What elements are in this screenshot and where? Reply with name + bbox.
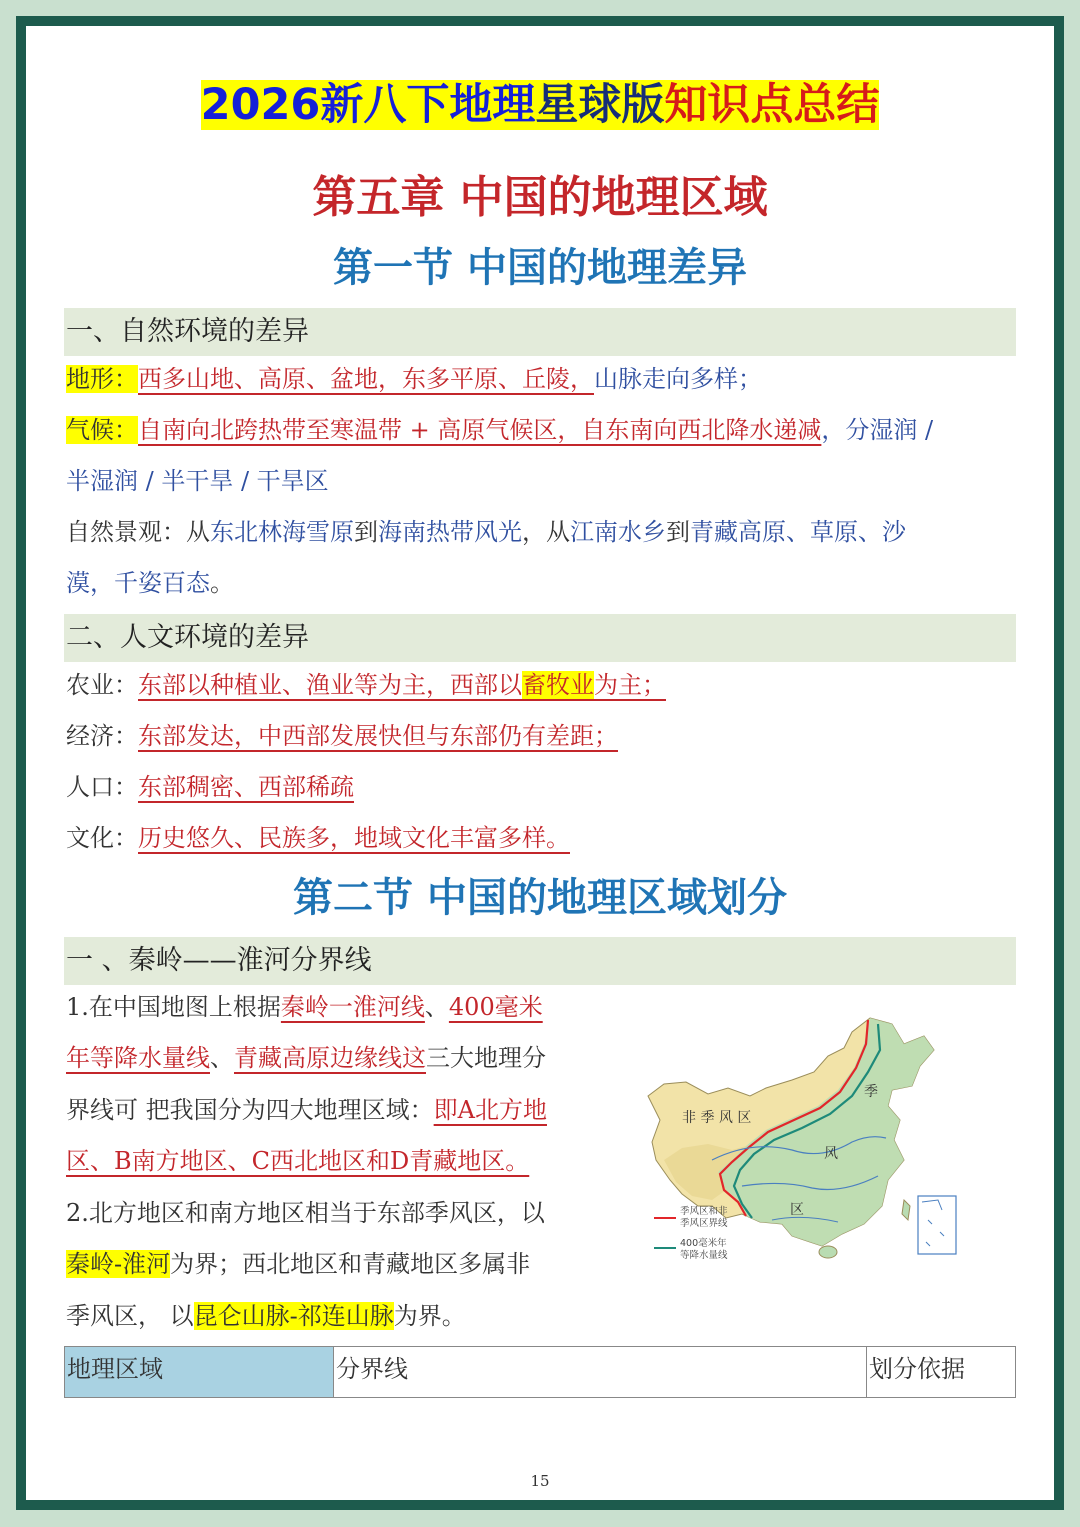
taiwan-island	[902, 1200, 910, 1220]
subheading-human: 二、人文环境的差异	[64, 614, 1016, 662]
para1-line1: 1.在中国地图上根据秦岭一淮河线、400毫米	[66, 993, 543, 1021]
culture-line: 文化：历史悠久、民族多，地域文化丰富多样。	[66, 824, 570, 852]
section-heading-1: 第一节 中国的地理差异	[333, 244, 747, 291]
landscape-line-2: 漠，千姿百态。	[66, 569, 234, 597]
chapter-heading: 第五章 中国的地理区域	[312, 172, 768, 223]
south-sea-inset	[918, 1196, 956, 1254]
table-row	[65, 1347, 1016, 1398]
legend1-line2: 季风区界线	[680, 1218, 728, 1229]
population-line: 人口：东部稠密、西部稀疏	[66, 773, 354, 801]
section-heading-2: 第二节 中国的地理区域划分	[293, 874, 787, 921]
terrain-line: 地形：西多山地、高原、盆地，东多平原、丘陵，山脉走向多样；	[66, 365, 762, 393]
para1-line4: 区、B南方地区、C西北地区和D青藏地区。	[66, 1147, 530, 1175]
subheading-natural: 一、自然环境的差异	[64, 308, 1016, 356]
region-table	[64, 1346, 1016, 1398]
map-label-ji: 季	[864, 1084, 878, 1100]
para2-line3: 季风区， 以昆仑山脉-祁连山脉为界。	[66, 1302, 466, 1330]
para1-line2: 年等降水量线、青藏高原边缘线这三大地理分	[66, 1044, 546, 1072]
map-label-qu: 区	[790, 1202, 804, 1218]
landscape-line: 自然景观：从东北林海雪原到海南热带风光，从江南水乡到青藏高原、草原、沙	[66, 518, 906, 546]
map-label-nonmonsoon: 非 季 风 区	[682, 1110, 752, 1126]
table-header-basis: 划分依据	[867, 1347, 1016, 1398]
map-label-feng: 风	[824, 1146, 838, 1162]
climate-line-2: 半湿润 / 半干旱 / 干旱区	[66, 467, 329, 495]
table-header-region: 地理区域	[65, 1347, 334, 1398]
table-header-boundary: 分界线	[334, 1347, 867, 1398]
legend2-line2: 等降水量线	[680, 1250, 728, 1261]
para2-line2: 秦岭-淮河为界；西北地区和青藏地区多属非	[66, 1250, 531, 1278]
agriculture-line: 农业：东部以种植业、渔业等为主，西部以畜牧业为主；	[66, 671, 666, 699]
legend2-line1: 400毫米年	[680, 1238, 727, 1249]
china-map	[642, 1010, 972, 1272]
para2-line1: 2.北方地区和南方地区相当于东部季风区，以	[66, 1199, 545, 1227]
subheading-qinling: 一 、秦岭——淮河分界线	[64, 937, 1016, 985]
hainan-island	[819, 1246, 837, 1258]
para1-line3: 界线可 把我国分为四大地理区域：即A北方地	[66, 1096, 547, 1124]
page-title: 2026新八下地理星球版知识点总结	[200, 80, 880, 130]
economy-line: 经济：东部发达，中西部发展快但与东部仍有差距；	[66, 722, 618, 750]
climate-line: 气候：自南向北跨热带至寒温带 + 高原气候区，自东南向西北降水递减，分湿润 /	[66, 416, 934, 444]
legend1-line1: 季风区和非	[680, 1206, 728, 1217]
page-number: 15	[530, 1472, 550, 1490]
